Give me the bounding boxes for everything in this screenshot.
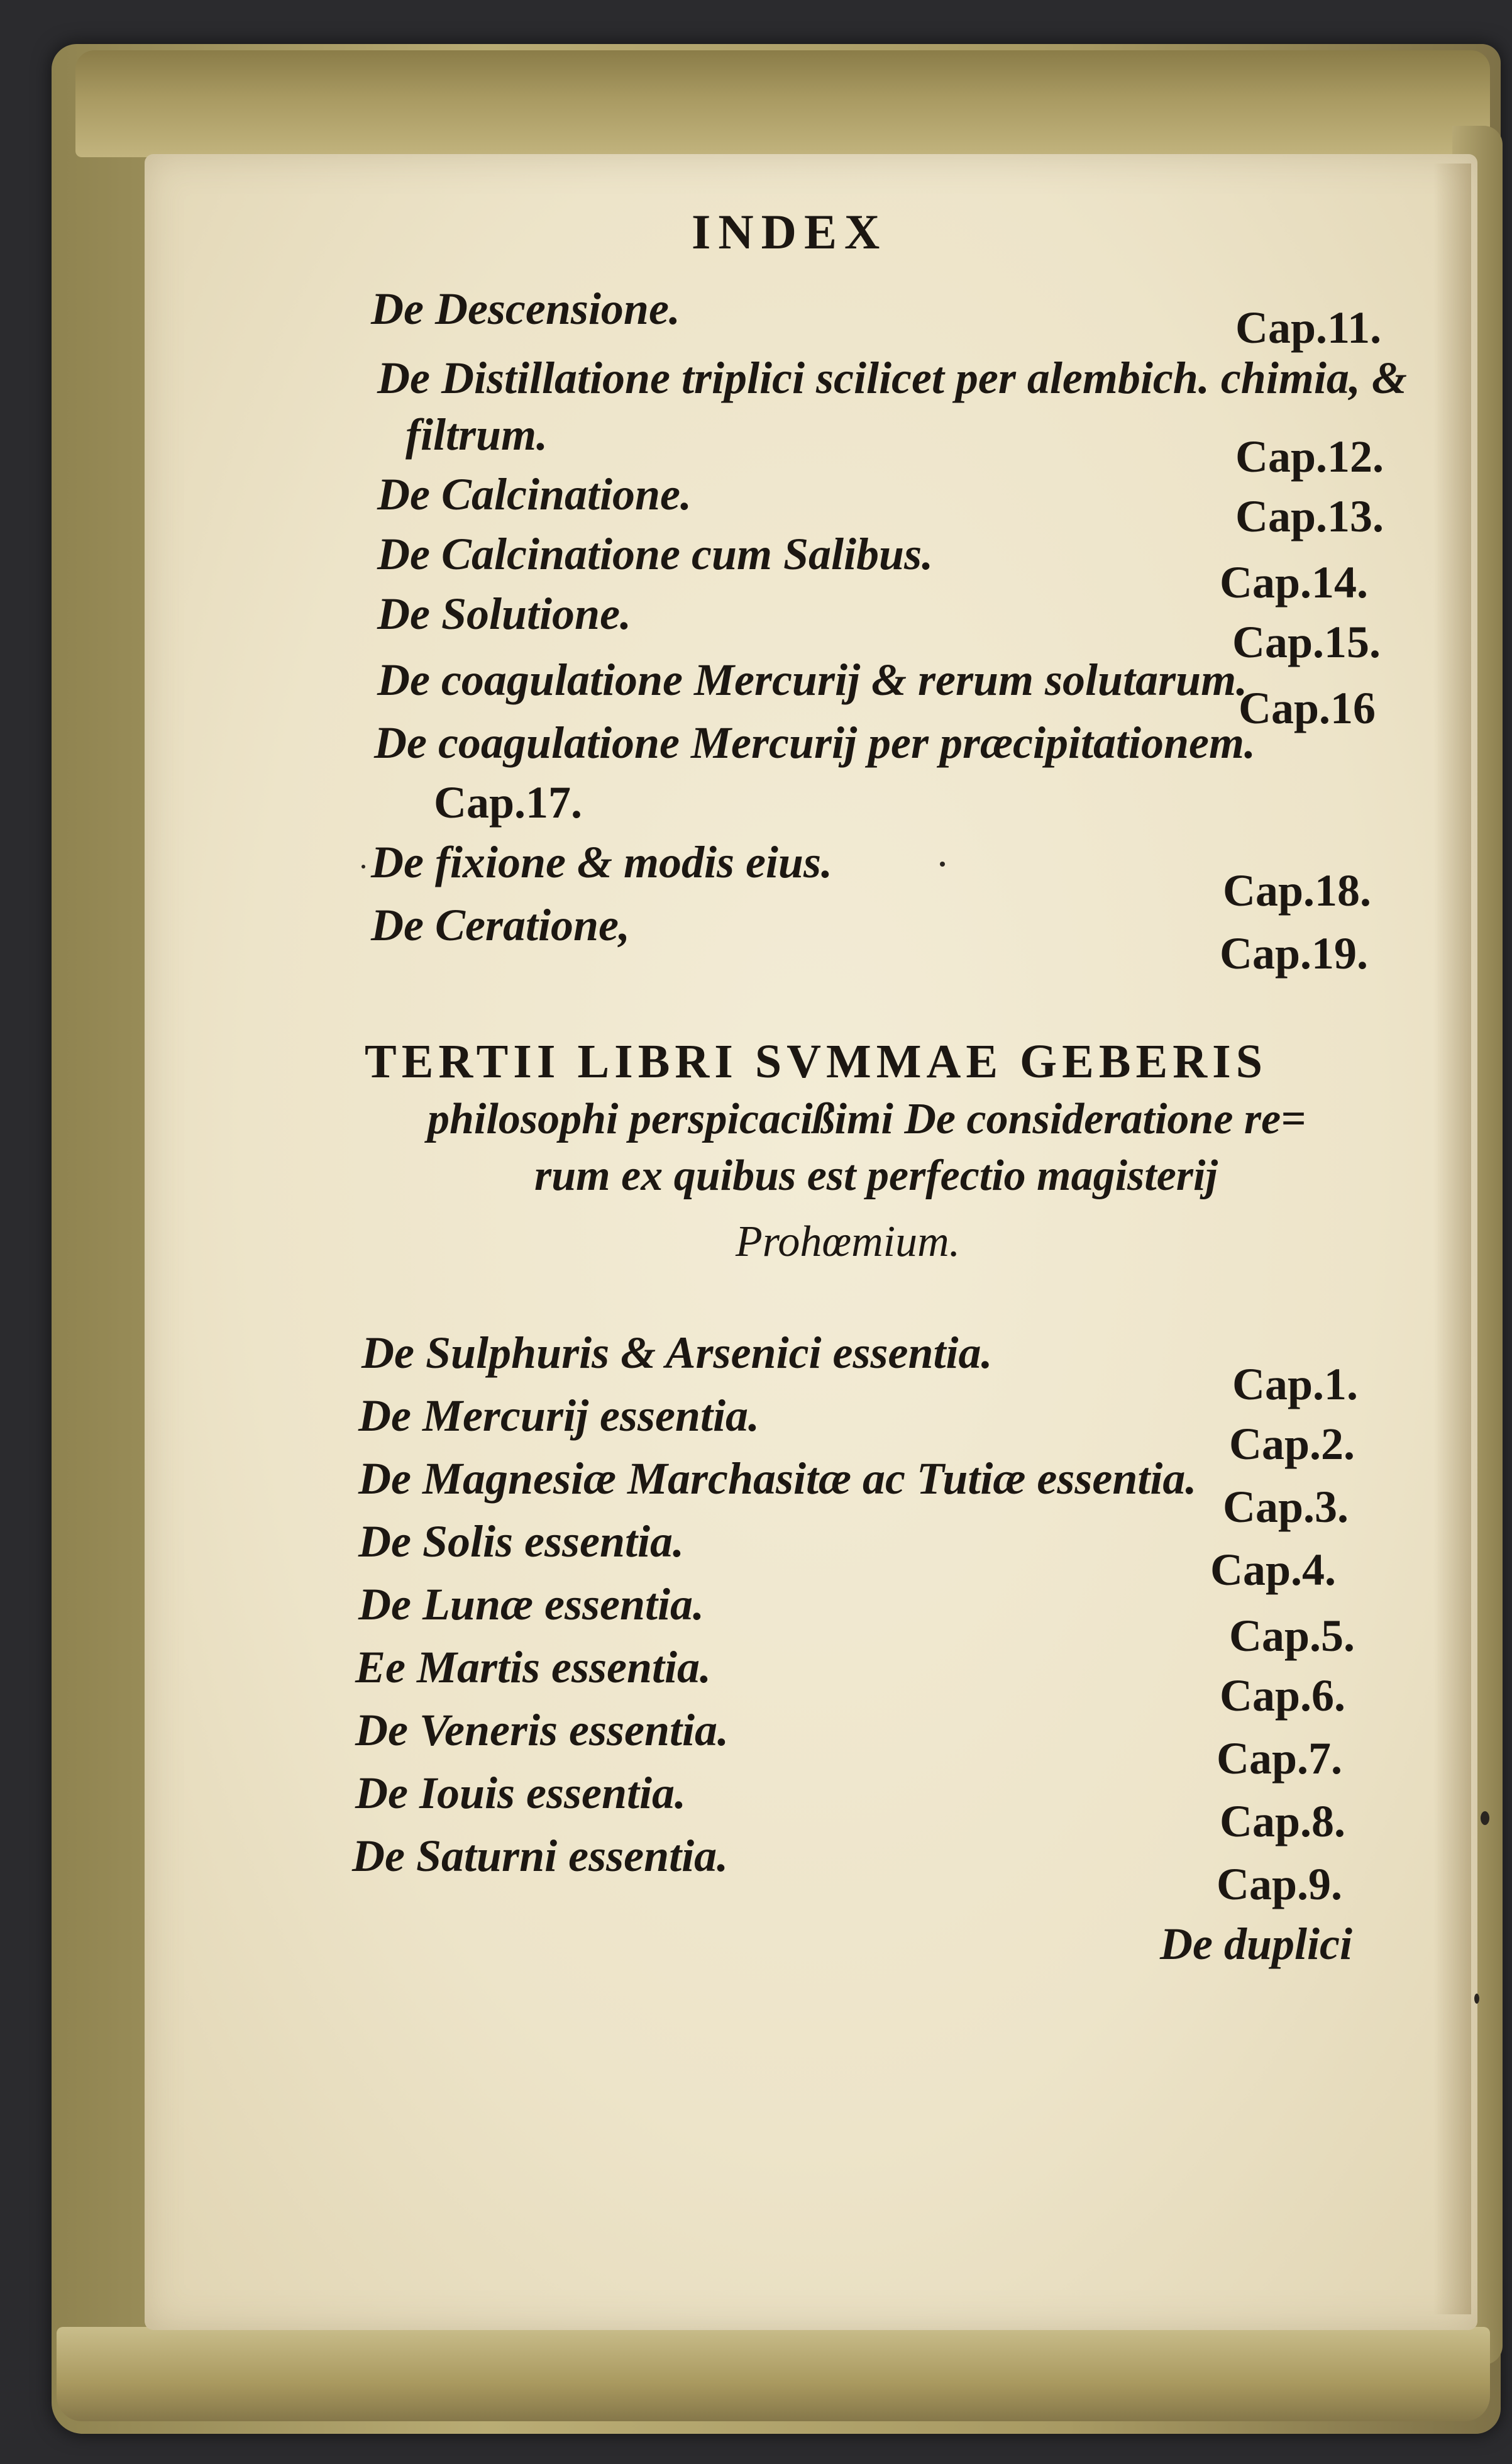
entry-chapter: Cap.7.: [1217, 1733, 1343, 1784]
entry-chapter: Cap.9.: [1217, 1859, 1343, 1909]
entry-title: De Iouis essentia.: [355, 1768, 687, 1818]
entry-title: De Descensione.: [371, 284, 680, 334]
cover-bottom-edge: [57, 2327, 1490, 2421]
entry-chapter: Cap.13.: [1235, 491, 1384, 541]
entry-title: De Mercurij essentia.: [358, 1390, 759, 1441]
section-heading-subtitle: rum ex quibus est perfectio magisterij: [534, 1152, 1218, 1200]
entry-chapter: Cap.8.: [1220, 1796, 1346, 1846]
entry-title: De coagulatione Mercurij per præcipitationem.: [374, 718, 1255, 768]
paper-speck: [940, 862, 945, 867]
entry-chapter: Cap.15.: [1232, 617, 1381, 667]
entry-title: De fixione & modis eius.: [371, 837, 832, 887]
section-heading-subtitle: Prohœmium.: [736, 1218, 961, 1266]
entry-chapter: Cap.17.: [434, 777, 583, 828]
entry-chapter: Cap.4.: [1210, 1545, 1337, 1595]
entry-chapter: Cap.12.: [1235, 431, 1384, 482]
entry-title: De Solutione.: [377, 589, 632, 639]
entry-title: De Solis essentia.: [358, 1516, 685, 1567]
page-title: INDEX: [692, 204, 888, 259]
entry-title-continued: filtrum.: [406, 409, 548, 460]
entry-title: De coagulatione Mercurij & rerum solutarum.: [377, 655, 1248, 705]
entry-title: De Veneris essentia.: [355, 1705, 729, 1755]
entry-title: De Distillatione triplici scilicet per alembich. chimia, &: [377, 353, 1407, 403]
cover-top-edge: [75, 50, 1490, 157]
section-heading-subtitle: philosophi perspicacißimi De consideratione re=: [428, 1095, 1306, 1143]
paper-speck: [1481, 1811, 1489, 1825]
entry-title: Ee Martis essentia.: [355, 1642, 712, 1692]
catchword: De duplici: [1160, 1919, 1352, 1969]
entry-chapter: Cap.6.: [1220, 1670, 1346, 1721]
entry-chapter: Cap.14.: [1220, 557, 1369, 608]
entry-chapter: Cap.11.: [1235, 302, 1382, 353]
entry-title: De Sulphuris & Arsenici essentia.: [361, 1328, 993, 1378]
entry-title: De Calcinatione.: [377, 469, 692, 519]
entry-title: De Ceratione,: [371, 900, 630, 950]
entry-chapter: Cap.5.: [1229, 1611, 1355, 1661]
entry-title: De Calcinatione cum Salibus.: [377, 529, 934, 579]
entry-chapter: Cap.16: [1239, 683, 1376, 733]
entry-chapter: Cap.2.: [1229, 1419, 1355, 1469]
entry-title: De Magnesiæ Marchasitæ ac Tutiæ essentia.: [358, 1453, 1197, 1504]
entry-chapter: Cap.1.: [1232, 1359, 1359, 1409]
entry-chapter: Cap.19.: [1220, 928, 1369, 979]
entry-title: De Lunæ essentia.: [358, 1579, 705, 1629]
paper-speck: [361, 865, 365, 869]
entry-chapter: Cap.18.: [1223, 865, 1372, 916]
section-heading: TERTII LIBRI SVMMAE GEBERIS: [365, 1035, 1267, 1088]
paper-speck: [1474, 1994, 1479, 2004]
page-fold-shadow: [1433, 164, 1471, 2314]
entry-chapter: Cap.3.: [1223, 1482, 1349, 1532]
entry-title: De Saturni essentia.: [352, 1831, 729, 1881]
